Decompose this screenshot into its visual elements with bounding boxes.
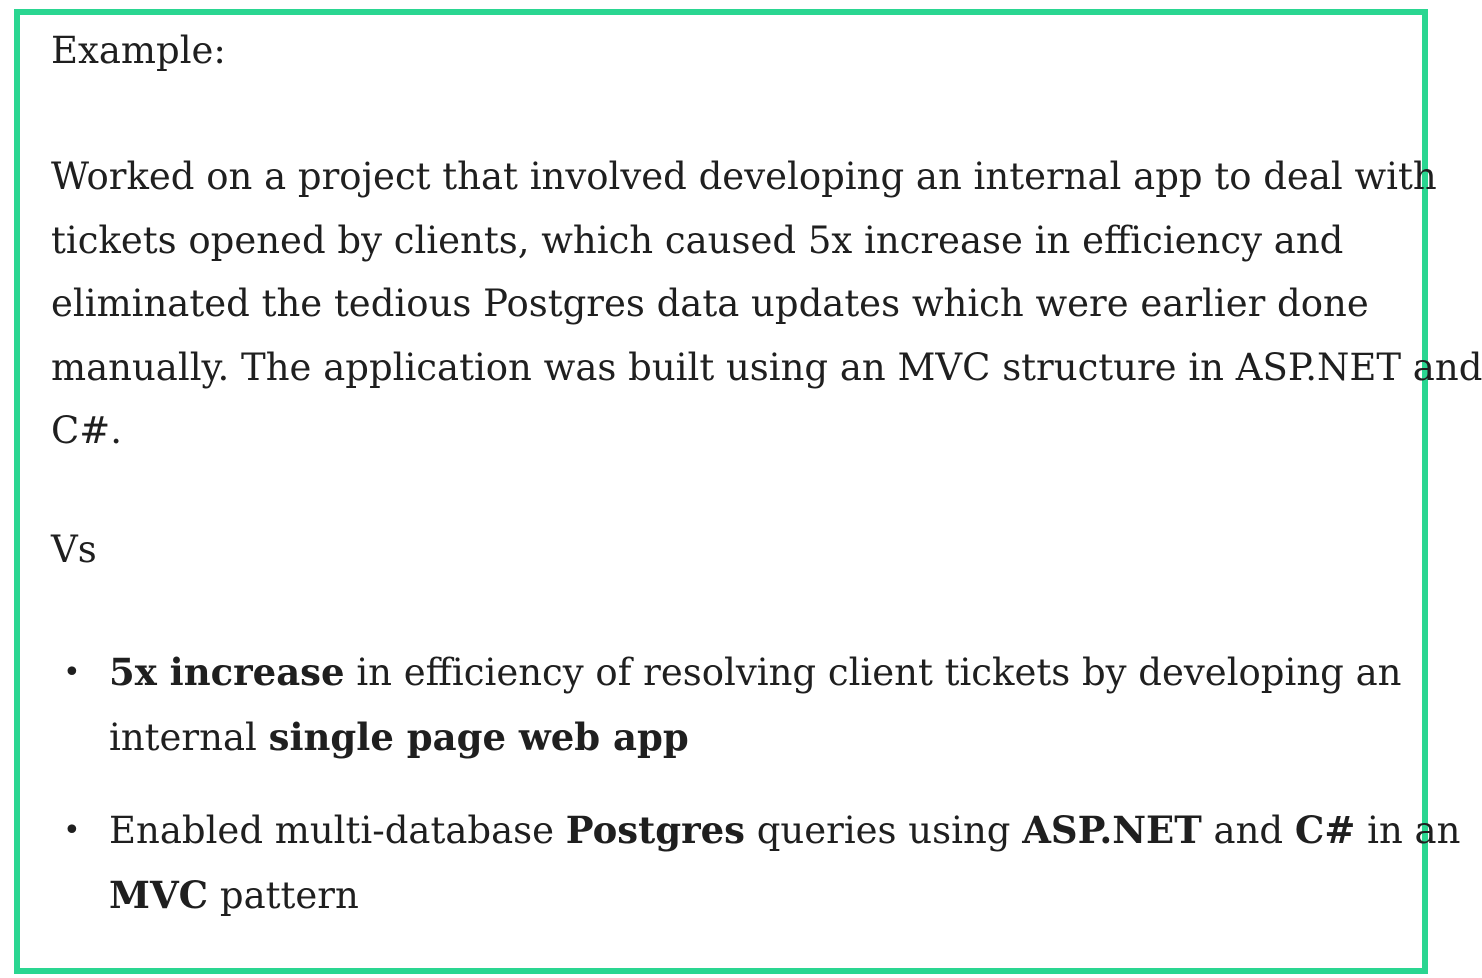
example-paragraph (51, 145, 1482, 463)
plain-text: Enabled multi-database (109, 809, 566, 852)
bold-text: C# (1294, 808, 1356, 852)
list-item-line (109, 863, 1401, 928)
vs-label: Vs (51, 528, 97, 571)
plain-text: internal (109, 716, 269, 759)
bold-text: ASP.NET (1022, 808, 1202, 852)
bullet-list (51, 640, 1461, 956)
bold-text: single page web app (268, 715, 689, 759)
bold-text: Postgres (565, 808, 745, 852)
plain-text: pattern (208, 874, 359, 917)
paragraph-line: C#. (51, 409, 123, 452)
bold-text: 5x increase (109, 650, 345, 694)
list-item-line (109, 640, 1401, 705)
paragraph-line: manually. The application was built using an MVC structure in ASP.NET and (51, 345, 1482, 389)
plain-text: and (1201, 809, 1295, 852)
list-item-line (109, 798, 1461, 863)
paragraph-line: eliminated the tedious Postgres data updates which were earlier done (51, 282, 1369, 325)
plain-text: queries using (744, 809, 1023, 852)
bullet-icon: • (63, 813, 81, 848)
bold-text: MVC (109, 873, 209, 917)
bullet-icon: • (63, 655, 81, 690)
list-item-line (109, 705, 1401, 770)
list-item (51, 640, 1401, 770)
list-item (51, 798, 1461, 928)
paragraph-line: Worked on a project that involved developing an internal app to deal with (51, 155, 1437, 198)
highlight-frame (14, 9, 1482, 974)
plain-text: in efficiency of resolving client tickets by developing an (344, 651, 1402, 694)
example-label: Example: (51, 29, 226, 72)
paragraph-line: tickets opened by clients, which caused 5x increase in efficiency and (51, 218, 1344, 262)
plain-text: in an (1355, 809, 1461, 852)
